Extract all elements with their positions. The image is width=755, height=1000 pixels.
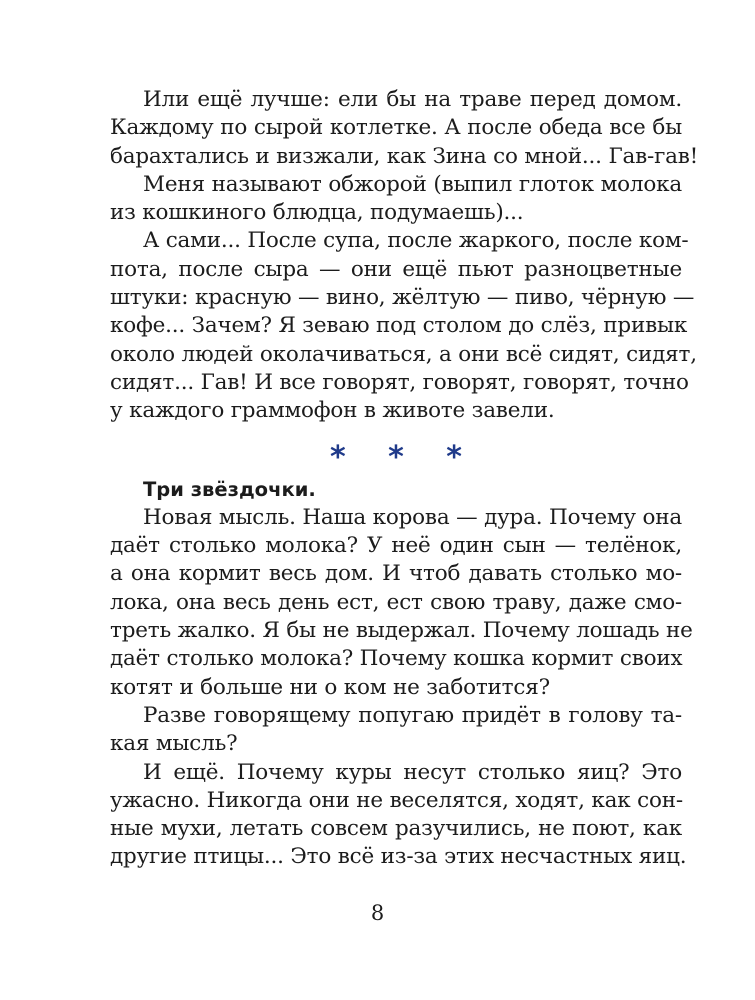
text-line: Новая мысль. Наша корова — дура. Почему она <box>143 504 682 530</box>
text-line: пота, после сыра — они ещё пьют разноцветные <box>110 256 682 282</box>
text-line: даёт столько молока? У неё один сын — телёнок, <box>110 533 682 559</box>
text-line: сидят... Гав! И все говорят, говорят, говорят, точно <box>110 369 689 395</box>
paragraph-2 <box>110 171 682 228</box>
text-line: кофе... Зачем? Я зеваю под столом до слёз, привык <box>110 313 688 339</box>
page-number: 8 <box>370 901 385 925</box>
text-line: у каждого граммофон в животе завели. <box>110 398 555 424</box>
text-line: штуки: красную — вино, жёлтую — пиво, чёрную — <box>110 285 695 311</box>
paragraph-6 <box>110 759 687 872</box>
text-line: ные мухи, летать совсем разучились, не поют, как <box>110 816 682 842</box>
text-line: лока, она весь день ест, ест свою траву, даже смо- <box>110 589 682 615</box>
text-line: барахтались и визжали, как Зина со мной... Гав-гав! <box>110 143 699 169</box>
text-line: даёт столько молока? Почему кошка кормит своих <box>110 646 683 672</box>
section-separator: * * * <box>330 439 478 475</box>
text-line: Разве говорящему попугаю придёт в голову та- <box>143 702 682 728</box>
text-line: Каждому по сырой котлетке. А после обеда все бы <box>110 115 682 141</box>
text-line: кая мысль? <box>110 731 238 757</box>
text-line: около людей околачиваться, а они всё сидят, сидят, <box>110 341 697 367</box>
paragraph-1 <box>110 86 699 171</box>
text-line: другие птицы... Это всё из-за этих несчастных яиц. <box>110 844 687 870</box>
text-line: ужасно. Никогда они не веселятся, ходят, как сон- <box>110 787 683 813</box>
paragraph-4 <box>110 504 693 702</box>
text-line: Меня называют обжорой (выпил глоток молока <box>143 171 682 197</box>
text-line: котят и больше ни о ком не заботится? <box>110 674 550 700</box>
text-line: Или ещё лучше: ели бы на траве перед домом. <box>143 87 682 112</box>
paragraph-3 <box>110 227 697 425</box>
section-heading: Три звёздочки. <box>143 477 316 501</box>
page-body <box>110 86 699 872</box>
text-line: треть жалко. Я бы не выдержал. Почему лошадь не <box>110 618 693 644</box>
text-line: из кошкиного блюдца, подумаешь)... <box>110 200 524 226</box>
text-line: И ещё. Почему куры несут столько яиц? Это <box>143 759 682 785</box>
text-line: А сами... После супа, после жаркого, после ком- <box>143 228 689 254</box>
text-line: а она кормит весь дом. И чтоб давать столько мо- <box>110 561 682 587</box>
paragraph-5 <box>110 702 682 759</box>
